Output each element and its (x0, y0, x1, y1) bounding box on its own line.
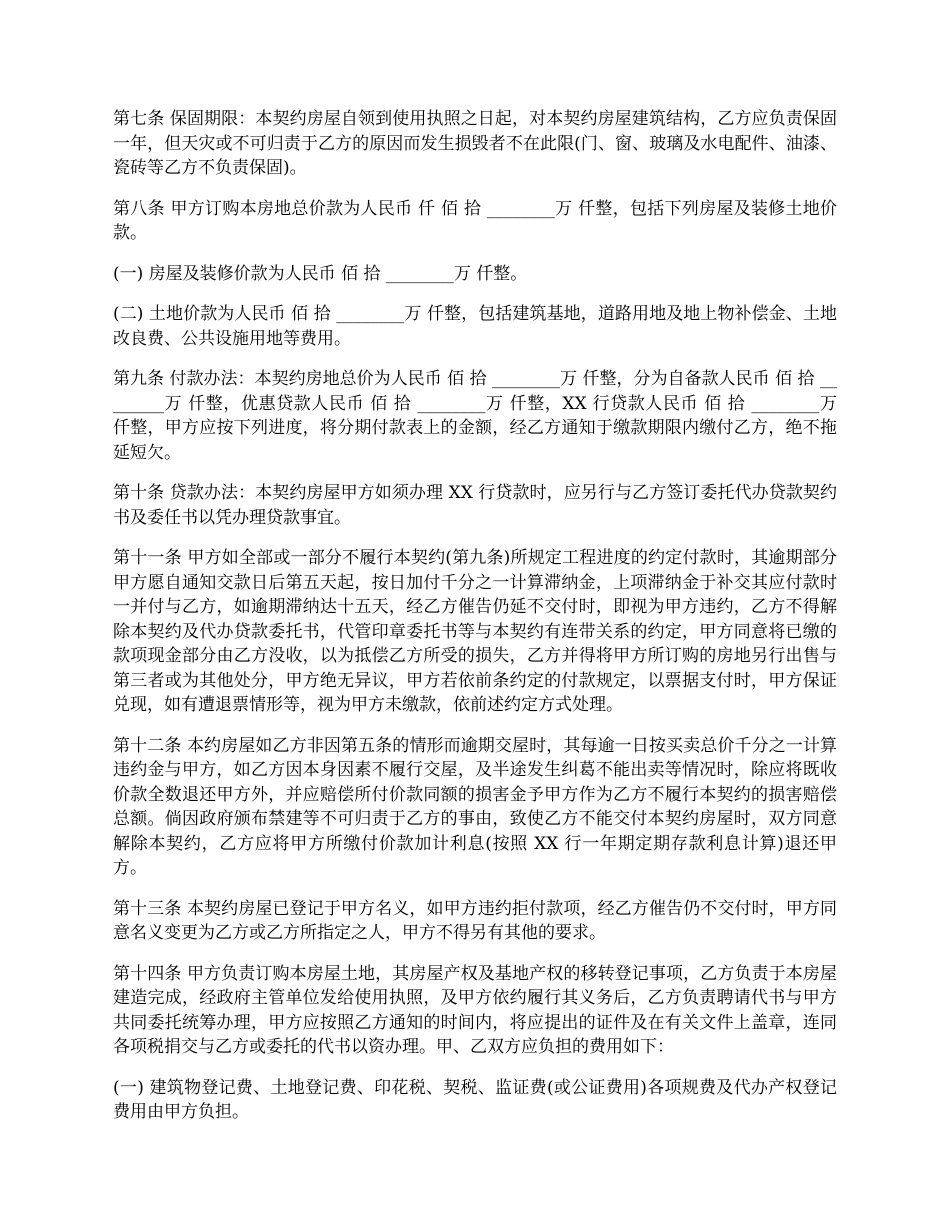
paragraph-article-8: 第八条 甲方订购本房地总价款为人民币 仟 佰 拾 ________万 仟整，包括下列房屋及装修土地价款。 (113, 198, 837, 243)
paragraph-article-14-item-1: (一) 建筑物登记费、土地登记费、印花税、契税、监证费(或公证费用)各项规费及代办产权登记费用由甲方负担。 (113, 1077, 837, 1122)
paragraph-article-8-item-2: (二) 土地价款为人民币 佰 拾 ________万 仟整，包括建筑基地，道路用地及地上物补偿金、土地改良费、公共设施用地等费用。 (113, 304, 837, 349)
paragraph-article-11: 第十一条 甲方如全部或一部分不履行本契约(第九条)所规定工程进度的约定付款时，其逾期部分甲方愿自通知交款日后第五天起，按日加付千分之一计算滞纳金，上项滞纳金于补交其应付款时一并付与乙方，如逾期滞纳达十五天，经乙方催告仍延不交付时，即视为甲方违约，乙方不得解除本契约及代办贷款委托书，代管印章委托书等与本契约有连带关系的约定，甲方同意将已缴的款项现金部分由乙方没收，以为抵偿乙方所受的损失，乙方并得将甲方所订购的房地另行出售与第三者或为其他处分，甲方绝无异议，甲方若依前条约定的付款规定，以票据支付时，甲方保证兑现，如有遭退票情形等，视为甲方未缴款，依前述约定方式处理。 (113, 548, 837, 715)
paragraph-article-10: 第十条 贷款办法：本契约房屋甲方如须办理 XX 行贷款时，应另行与乙方签订委托代办贷款契约书及委任书以凭办理贷款事宜。 (113, 483, 837, 528)
paragraph-article-14: 第十四条 甲方负责订购本房屋土地，其房屋产权及基地产权的移转登记事项，乙方负责于本房屋建造完成，经政府主管单位发给使用执照，及甲方依约履行其义务后，乙方负责聘请代书与甲方共同委托统筹办理，甲方应按照乙方通知的时间内，将应提出的证件及在有关文件上盖章，连同各项税捐交与乙方或委托的代书以资办理。甲、乙双方应负担的费用如下： (113, 963, 837, 1057)
paragraph-article-7: 第七条 保固期限：本契约房屋自领到使用执照之日起，对本契约房屋建筑结构，乙方应负责保固一年，但天灾或不可归责于乙方的原因而发生损毁者不在此限(门、窗、玻璃及水电配件、油漆、瓷砖等乙方不负责保固)。 (113, 109, 837, 178)
document-body (113, 107, 837, 1141)
paragraph-article-8-item-1: (一) 房屋及装修价款为人民币 佰 拾 ________万 仟整。 (113, 263, 528, 284)
paragraph-article-9: 第九条 付款办法：本契约房地总价为人民币 佰 拾 ________万 仟整，分为自备款人民币 佰 拾 ________万 仟整，优惠贷款人民币 佰 拾 ________万 仟整，XX 行贷款人民币 佰 拾 ________万 仟整，甲方应按下列进度，将分期付款表上的金额，经乙方通知于缴款期限内缴付乙方，绝不拖延短欠。 (113, 369, 837, 463)
paragraph-article-13: 第十三条 本契约房屋已登记于甲方名义，如甲方违约拒付款项，经乙方催告仍不交付时，甲方同意名义变更为乙方或乙方所指定之人，甲方不得另有其他的要求。 (113, 898, 837, 943)
paragraph-article-12: 第十二条 本约房屋如乙方非因第五条的情形而逾期交屋时，其每逾一日按买卖总价千分之一计算违约金与甲方，如乙方因本身因素不履行交屋，及半途发生纠葛不能出卖等情况时，除应将既收价款全数退还甲方外，并应赔偿所付价款同额的损害金予甲方作为乙方不履行本契约的损害赔偿总额。倘因政府颁布禁建等不可归责于乙方的事由，致使乙方不能交付本契约房屋时，双方同意解除本契约，乙方应将甲方所缴付价款加计利息(按照 XX 行一年期定期存款利息计算)退还甲方。 (113, 735, 837, 878)
